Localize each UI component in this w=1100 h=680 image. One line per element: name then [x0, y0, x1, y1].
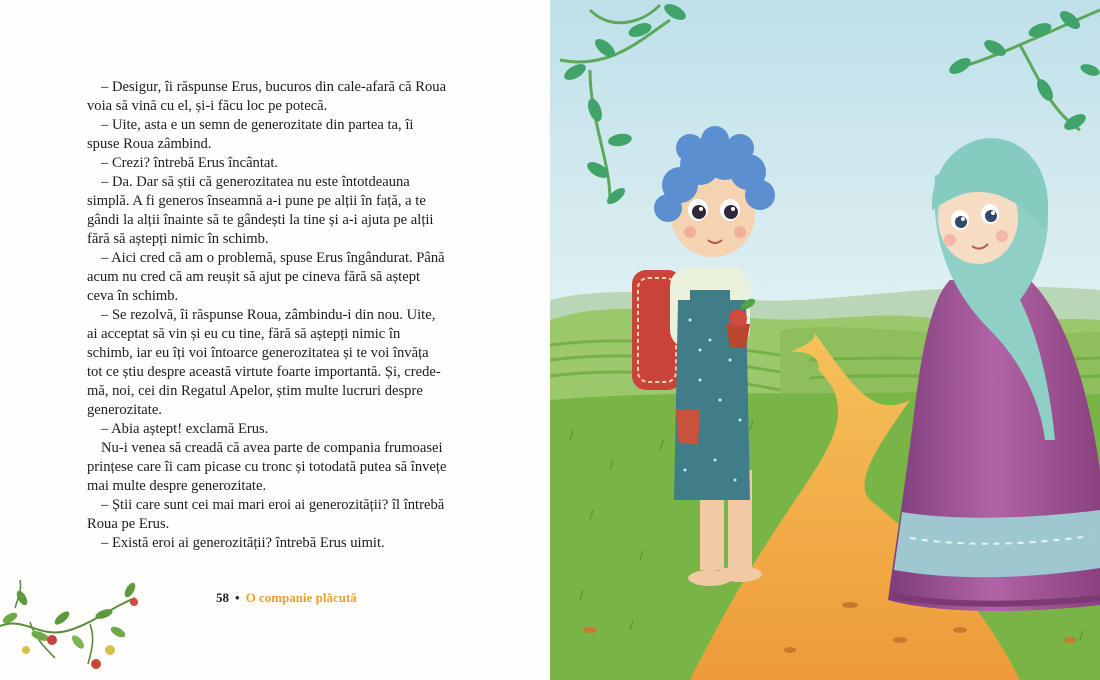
paragraph: – Se rezolvă, îi răspunse Roua, zâmbindu-i din nou. Uite, ai acceptat să vin și eu cu tine, fără să aștepți nimic în schimb, iar eu îți voi întoarce generozitatea și te voi învăța tot ce știu despre această virtute foarte importantă. Și, crede-mă, noi, cei din Regatul Apelor, știm multe lucruri despre generozitate.: [87, 307, 441, 418]
chapter-title: O companie plăcută: [245, 590, 357, 605]
paragraph: – Desigur, îi răspunse Erus, bucuros din cale-afară că Roua voia să vină cu el, și-i făcu loc pe potecă.: [87, 79, 447, 114]
story-text: [87, 78, 447, 553]
paragraph: – Uite, asta e un semn de generozitate din partea ta, îi spuse Roua zâmbind.: [87, 117, 414, 152]
erus-and-roua-illustration: [550, 0, 1100, 680]
vine-with-berries-icon: [0, 578, 150, 680]
paragraph: – Crezi? întrebă Erus încântat.: [101, 155, 279, 171]
paragraph: – Știi care sunt cei mai mari eroi ai generozității? îl întrebă Roua pe Erus.: [87, 497, 445, 532]
paragraph: – Abia aștept! exclamă Erus.: [101, 421, 269, 437]
page-number: 58: [216, 590, 229, 605]
footer-separator: •: [235, 590, 240, 605]
paragraph: Nu-i venea să creadă că avea parte de compania frumoasei prințese care îi cam picase cu tronc și totodată putea să învețe mai multe despre generozitate.: [87, 440, 447, 494]
paragraph: – Da. Dar să știi că generozitatea nu este întotdeauna simplă. A fi generos înseamnă a-i pune pe alții în față, a te gândi la alții înainte să te gândești la tine și a-i ajuta pe alții fără să aștepți nimic în schimb.: [87, 174, 434, 247]
paragraph: – Aici cred că am o problemă, spuse Erus îngândurat. Până acum nu cred că am reușit să ajut pe cineva fără să aștept ceva în schimb.: [87, 250, 445, 304]
right-page: [550, 0, 1100, 680]
paragraph: – Există eroi ai generozității? întrebă Erus uimit.: [101, 535, 385, 551]
page-footer: [216, 590, 357, 606]
